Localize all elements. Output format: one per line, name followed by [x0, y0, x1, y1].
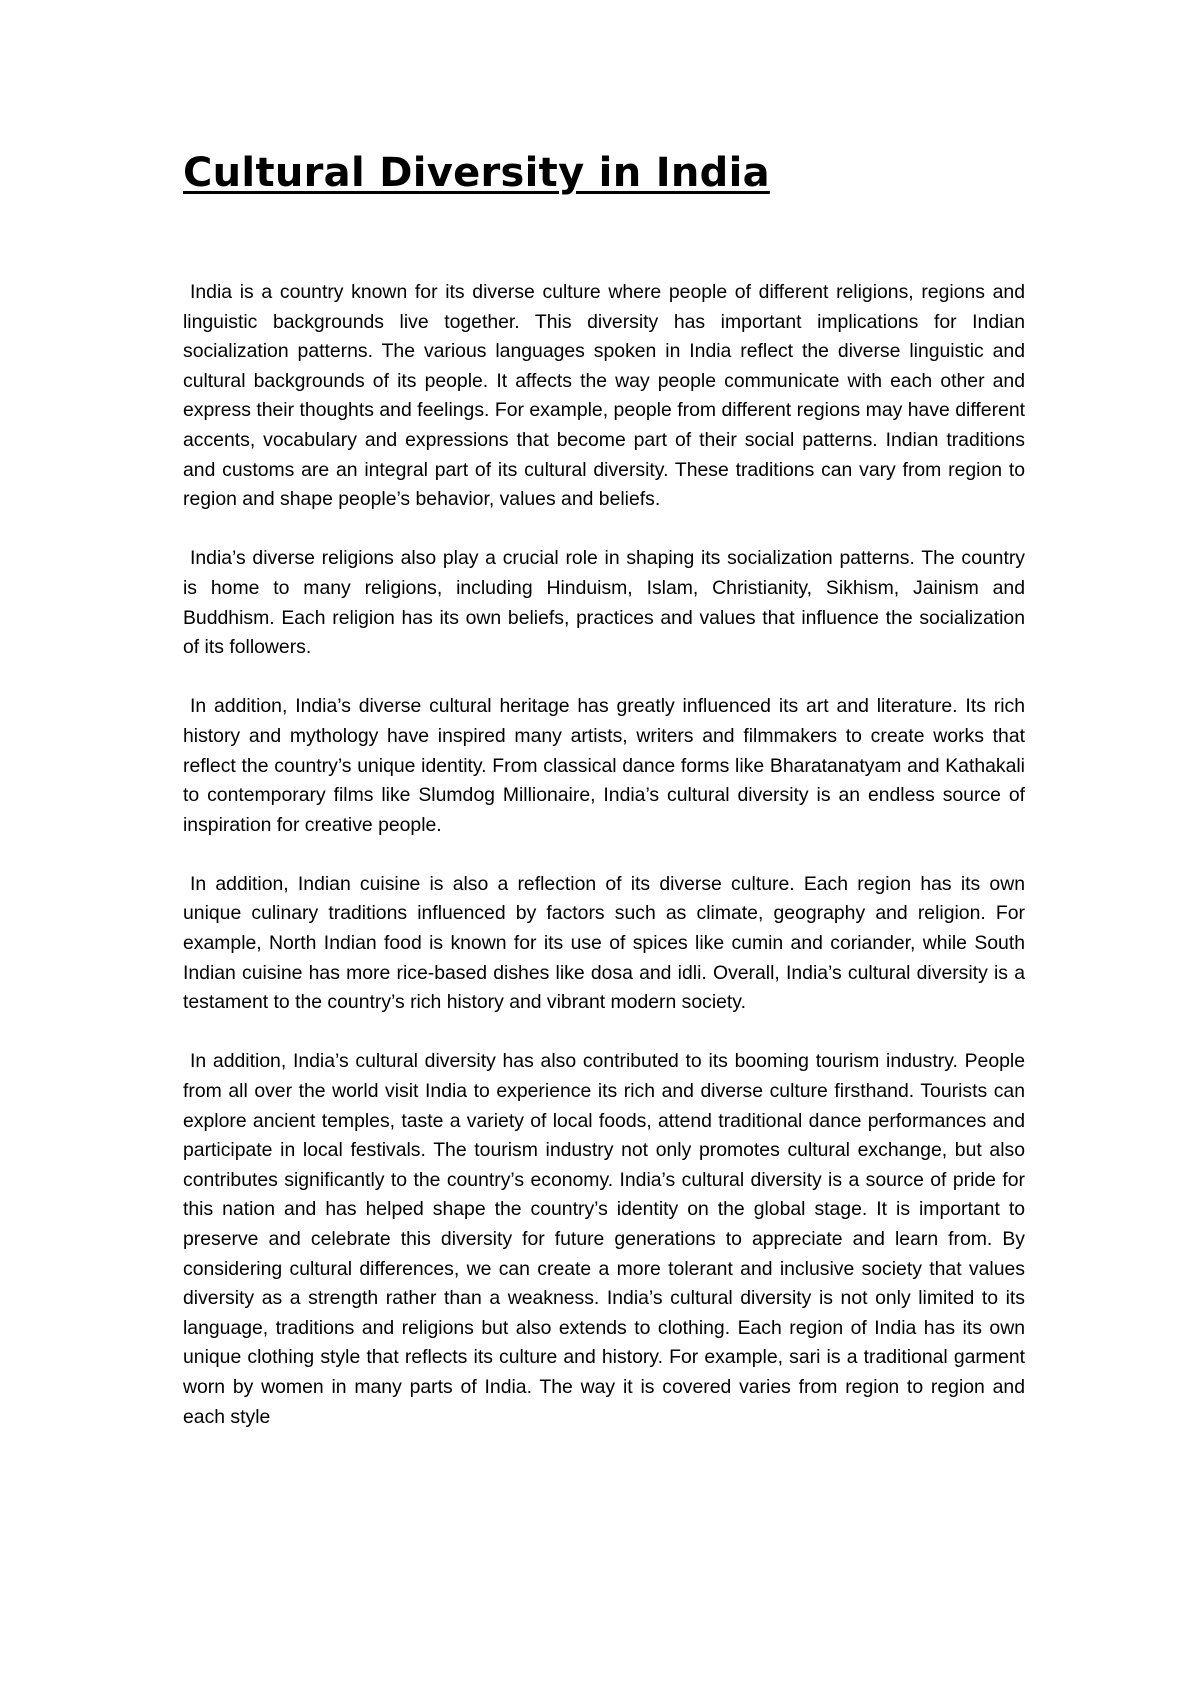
- paragraph-cuisine: In addition, Indian cuisine is also a reflection of its diverse culture. Each region has its own unique culinary traditions influenced by factors such as climate, geography and religion. For example, North Indian food is known for its use of spices like cumin and coriander, while South Indian cuisine has more rice-based dishes like dosa and idli. Overall, India’s cultural diversity is a testament to the country’s rich history and vibrant modern society.: [183, 872, 1025, 1014]
- paragraph-languages: India is a country known for its diverse culture where people of different religions, regions and linguistic backgrounds live together. This diversity has important implications for Indian socialization patterns. The various languages spoken in India reflect the diverse linguistic and cultural backgrounds of its people. It affects the way people communicate with each other and express their thoughts and feelings. For example, people from different regions may have different accents, vocabulary and expressions that become part of their social patterns. Indian traditions and customs are an integral part of its cultural diversity. These traditions can vary from region to region and shape people’s behavior, values and beliefs.: [183, 281, 1025, 511]
- document-body: [183, 278, 1025, 1462]
- paragraph-religions: India’s diverse religions also play a crucial role in shaping its socialization patterns. The country is home to many religions, including Hinduism, Islam, Christianity, Sikhism, Jainism and Buddhism. Each religion has its own beliefs, practices and values that influence the socialization of its followers.: [183, 547, 1025, 659]
- paragraph-tourism-clothing: In addition, India’s cultural diversity has also contributed to its booming tourism industry. People from all over the world visit India to experience its rich and diverse culture firsthand. Tourists can explore ancient temples, taste a variety of local foods, attend traditional dance performances and participate in local festivals. The tourism industry not only promotes cultural exchange, but also contributes significantly to the country’s economy. India’s cultural diversity is a source of pride for this nation and has helped shape the country’s identity on the global stage. It is important to preserve and celebrate this diversity for future generations to appreciate and learn from. By considering cultural differences, we can create a more tolerant and inclusive society that values diversity as a strength rather than a weakness. India’s cultural diversity is not only limited to its language, traditions and religions but also extends to clothing. Each region of India has its own unique clothing style that reflects its culture and history. For example, sari is a traditional garment worn by women in many parts of India. The way it is covered varies from region to region and each style: [183, 1050, 1025, 1428]
- page-title: Cultural Diversity in India: [183, 150, 770, 196]
- paragraph-art-literature: In addition, India’s diverse cultural heritage has greatly influenced its art and literature. Its rich history and mythology have inspired many artists, writers and filmmakers to create works that reflect the country’s unique identity. From classical dance forms like Bharatanatyam and Kathakali to contemporary films like Slumdog Millionaire, India’s cultural diversity is an endless source of inspiration for creative people.: [183, 695, 1025, 836]
